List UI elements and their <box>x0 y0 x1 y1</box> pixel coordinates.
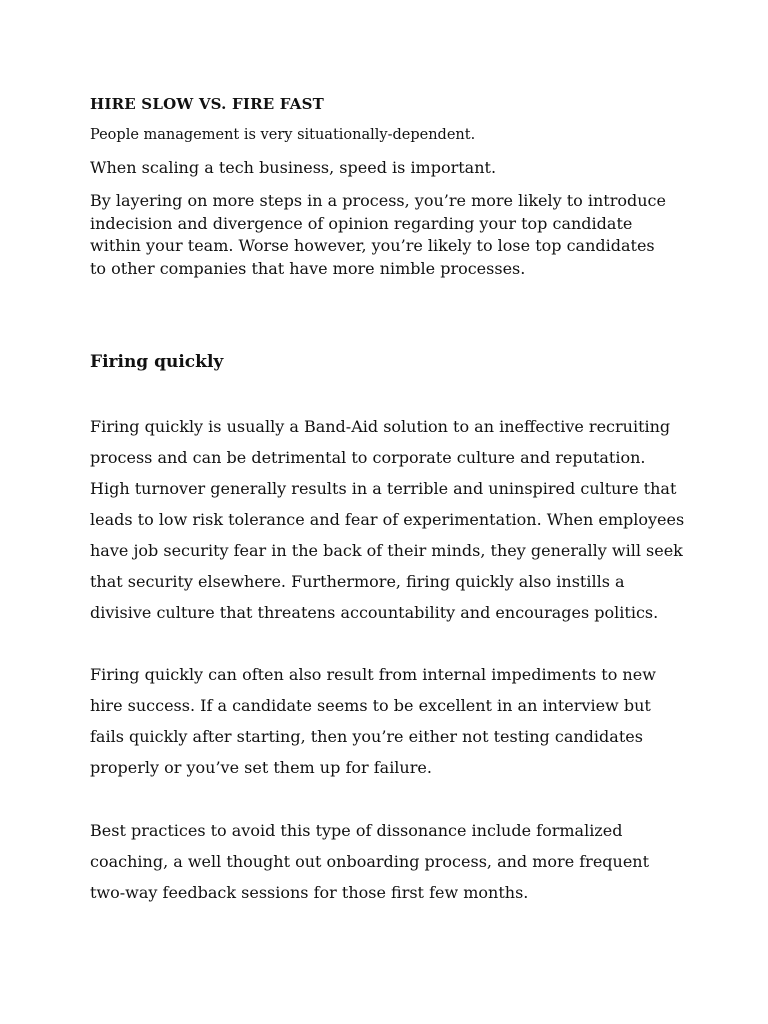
document-title: HIRE SLOW VS. FIRE FAST <box>90 95 324 113</box>
body-paragraph: Firing quickly can often also result from internal impediments to new hire success. If a candidate seems to be excellent in an interview but fails quickly after starting, then you’re either not testing candidates properly or you’ve set them up for failure. <box>90 665 656 777</box>
lead-sentence: People management is very situationally-dependent. <box>90 127 476 143</box>
body-paragraph: Firing quickly is usually a Band-Aid solution to an ineffective recruiting process and can be detrimental to corporate culture and reputation. High turnover generally results in a terrible and uninspired culture that leads to low risk tolerance and fear of experimentation. When employees have job security fear in the back of their minds, they generally will seek that security elsewhere. Furthermore, firing quickly also instills a divisive culture that threatens accountability and encourages politics. <box>90 417 685 622</box>
body-paragraph: Best practices to avoid this type of dissonance include formalized coaching, a well thought out onboarding process, and more frequent two-way feedback sessions for those first few months. <box>90 821 650 902</box>
speed-sentence: When scaling a tech business, speed is important. <box>90 158 497 177</box>
intro-paragraph: By layering on more steps in a process, you’re more likely to introduce indecision and divergence of opinion regarding your top candidate within your team. Worse however, you’re likely to lose top candidates to other companies that have more nimble processes. <box>90 191 666 278</box>
document-page <box>90 0 690 1024</box>
section-heading-firing-quickly: Firing quickly <box>90 352 224 372</box>
